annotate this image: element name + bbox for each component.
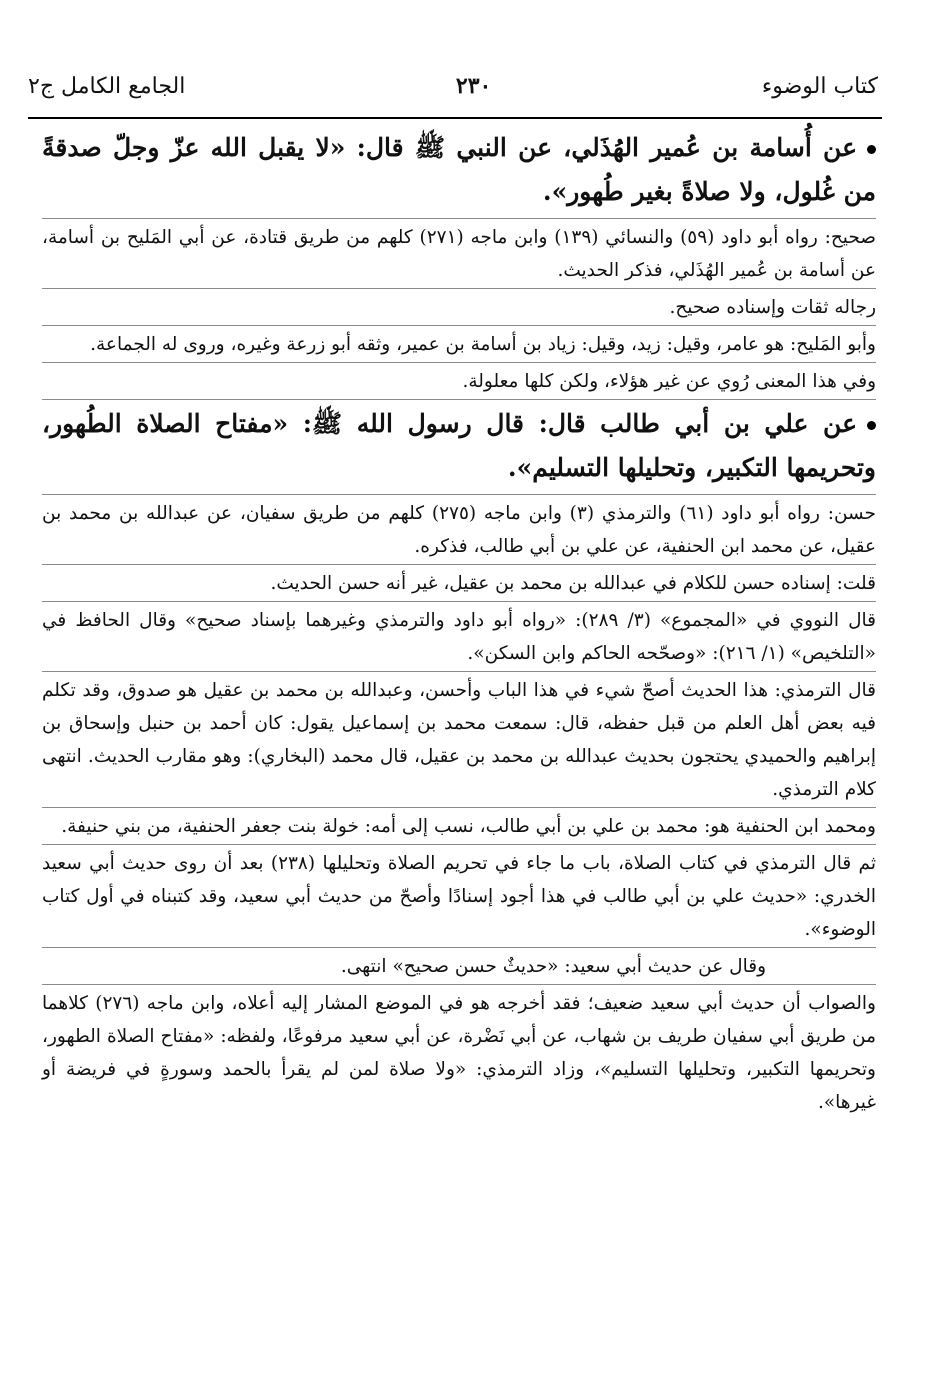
divider bbox=[42, 807, 876, 808]
commentary-paragraph: وأبو المَليح: هو عامر، وقيل: زيد، وقيل: زياد بن أسامة بن عمير، وثقه أبو زرعة وغيره، وروى له الجماعة. bbox=[90, 334, 876, 355]
divider bbox=[42, 564, 876, 565]
divider bbox=[42, 218, 876, 219]
divider bbox=[42, 947, 876, 948]
hadith-text: عن علي بن أبي طالب قال: قال رسول الله ﷺ: «مفتاح الصلاة الطُهور، وتحريمها التكبير، وتحليلها التسليم». bbox=[42, 409, 876, 482]
commentary-paragraph: حسن: رواه أبو داود (٦١) والترمذي (٣) وابن ماجه (٢٧٥) كلهم من طريق سفيان، عن عبدالله بن محمد بن عقيل، عن محمد ابن الحنفية، عن علي بن أبي طالب، فذكره. bbox=[42, 503, 876, 557]
divider bbox=[42, 362, 876, 363]
commentary-paragraph: قلت: إسناده حسن للكلام في عبدالله بن محمد بن عقيل، غير أنه حسن الحديث. bbox=[270, 573, 876, 594]
book-title: الجامع الكامل ج٢ bbox=[28, 73, 186, 99]
divider bbox=[42, 494, 876, 495]
commentary-paragraph: قال الترمذي: هذا الحديث أصحّ شيء في هذا الباب وأحسن، وعبدالله بن محمد بن عقيل هو صدوق، وقد تكلم فيه بعض أهل العلم من قبل حفظه، قال: سمعت محمد بن إسماعيل يقول: كان أحمد بن حنبل وإسحاق بن إبراهيم والحميدي يحتجون بحديث عبدالله بن محمد بن عقيل، قال محمد (البخاري): وهو مقارب الحديث. انتهى كلام الترمذي. bbox=[42, 680, 876, 800]
divider bbox=[42, 325, 876, 326]
commentary-paragraph: والصواب أن حديث أبي سعيد ضعيف؛ فقد أخرجه هو في الموضع المشار إليه أعلاه، وابن ماجه (٢٧٦) كلاهما من طريق أبي سفيان طريف بن شهاب، عن أبي نَضْرة، عن أبي سعيد مرفوعًا، ولفظه: «مفتاح الصلاة الطهور، وتحريمها التكبير، وتحليلها التسليم»، وزاد الترمذي: «ولا صلاة لمن لم يقرأ بالحمد وسورةٍ في فريضة أو غيرها». bbox=[42, 993, 876, 1113]
commentary-paragraph: قال النووي في «المجموع» (٣/ ٢٨٩): «رواه أبو داود والترمذي وغيرهما بإسناد صحيح» وقال الحافظ في «التلخيص» (١/ ٢١٦): «وصحّحه الحاكم وابن السكن». bbox=[42, 610, 876, 664]
commentary-paragraph: رجاله ثقات وإسناده صحيح. bbox=[669, 297, 876, 318]
divider bbox=[42, 984, 876, 985]
divider bbox=[42, 399, 876, 400]
chapter-title: كتاب الوضوء bbox=[761, 73, 878, 99]
page-body bbox=[42, 126, 876, 1119]
divider bbox=[42, 288, 876, 289]
bullet-icon bbox=[867, 145, 876, 154]
commentary-paragraph: صحيح: رواه أبو داود (٥٩) والنسائي (١٣٩) وابن ماجه (٢٧١) كلهم من طريق قتادة، عن أبي المَليح بن أسامة، عن أسامة بن عُمير الهُذَلي، فذكر الحديث. bbox=[42, 227, 876, 281]
page-number: ٢٣٠ bbox=[455, 73, 492, 99]
hadith-text: عن أُسامة بن عُمير الهُذَلي، عن النبي ﷺ قال: «لا يقبل الله عزّ وجلّ صدقةً من غُلول، ولا صلاةً بغير طُهور». bbox=[42, 133, 876, 206]
divider bbox=[42, 671, 876, 672]
bullet-icon bbox=[867, 421, 876, 430]
running-header bbox=[28, 64, 878, 108]
commentary-paragraph: وفي هذا المعنى رُوي عن غير هؤلاء، ولكن كلها معلولة. bbox=[462, 371, 876, 392]
divider bbox=[42, 601, 876, 602]
commentary-paragraph: ومحمد ابن الحنفية هو: محمد بن علي بن أبي طالب، نسب إلى أمه: خولة بنت جعفر الحنفية، من بني حنيفة. bbox=[61, 816, 876, 837]
commentary-paragraph: وقال عن حديث أبي سعيد: «حديثٌ حسن صحيح» انتهى. bbox=[340, 956, 766, 977]
commentary-paragraph: ثم قال الترمذي في كتاب الصلاة، باب ما جاء في تحريم الصلاة وتحليلها (٢٣٨) بعد أن روى حديث أبي سعيد الخدري: «حديث علي بن أبي طالب في هذا أجود إسنادًا وأصحّ من حديث أبي سعيد، وقد كتبناه في أول كتاب الوضوء». bbox=[42, 853, 877, 940]
divider bbox=[42, 844, 876, 845]
header-rule bbox=[28, 117, 882, 119]
